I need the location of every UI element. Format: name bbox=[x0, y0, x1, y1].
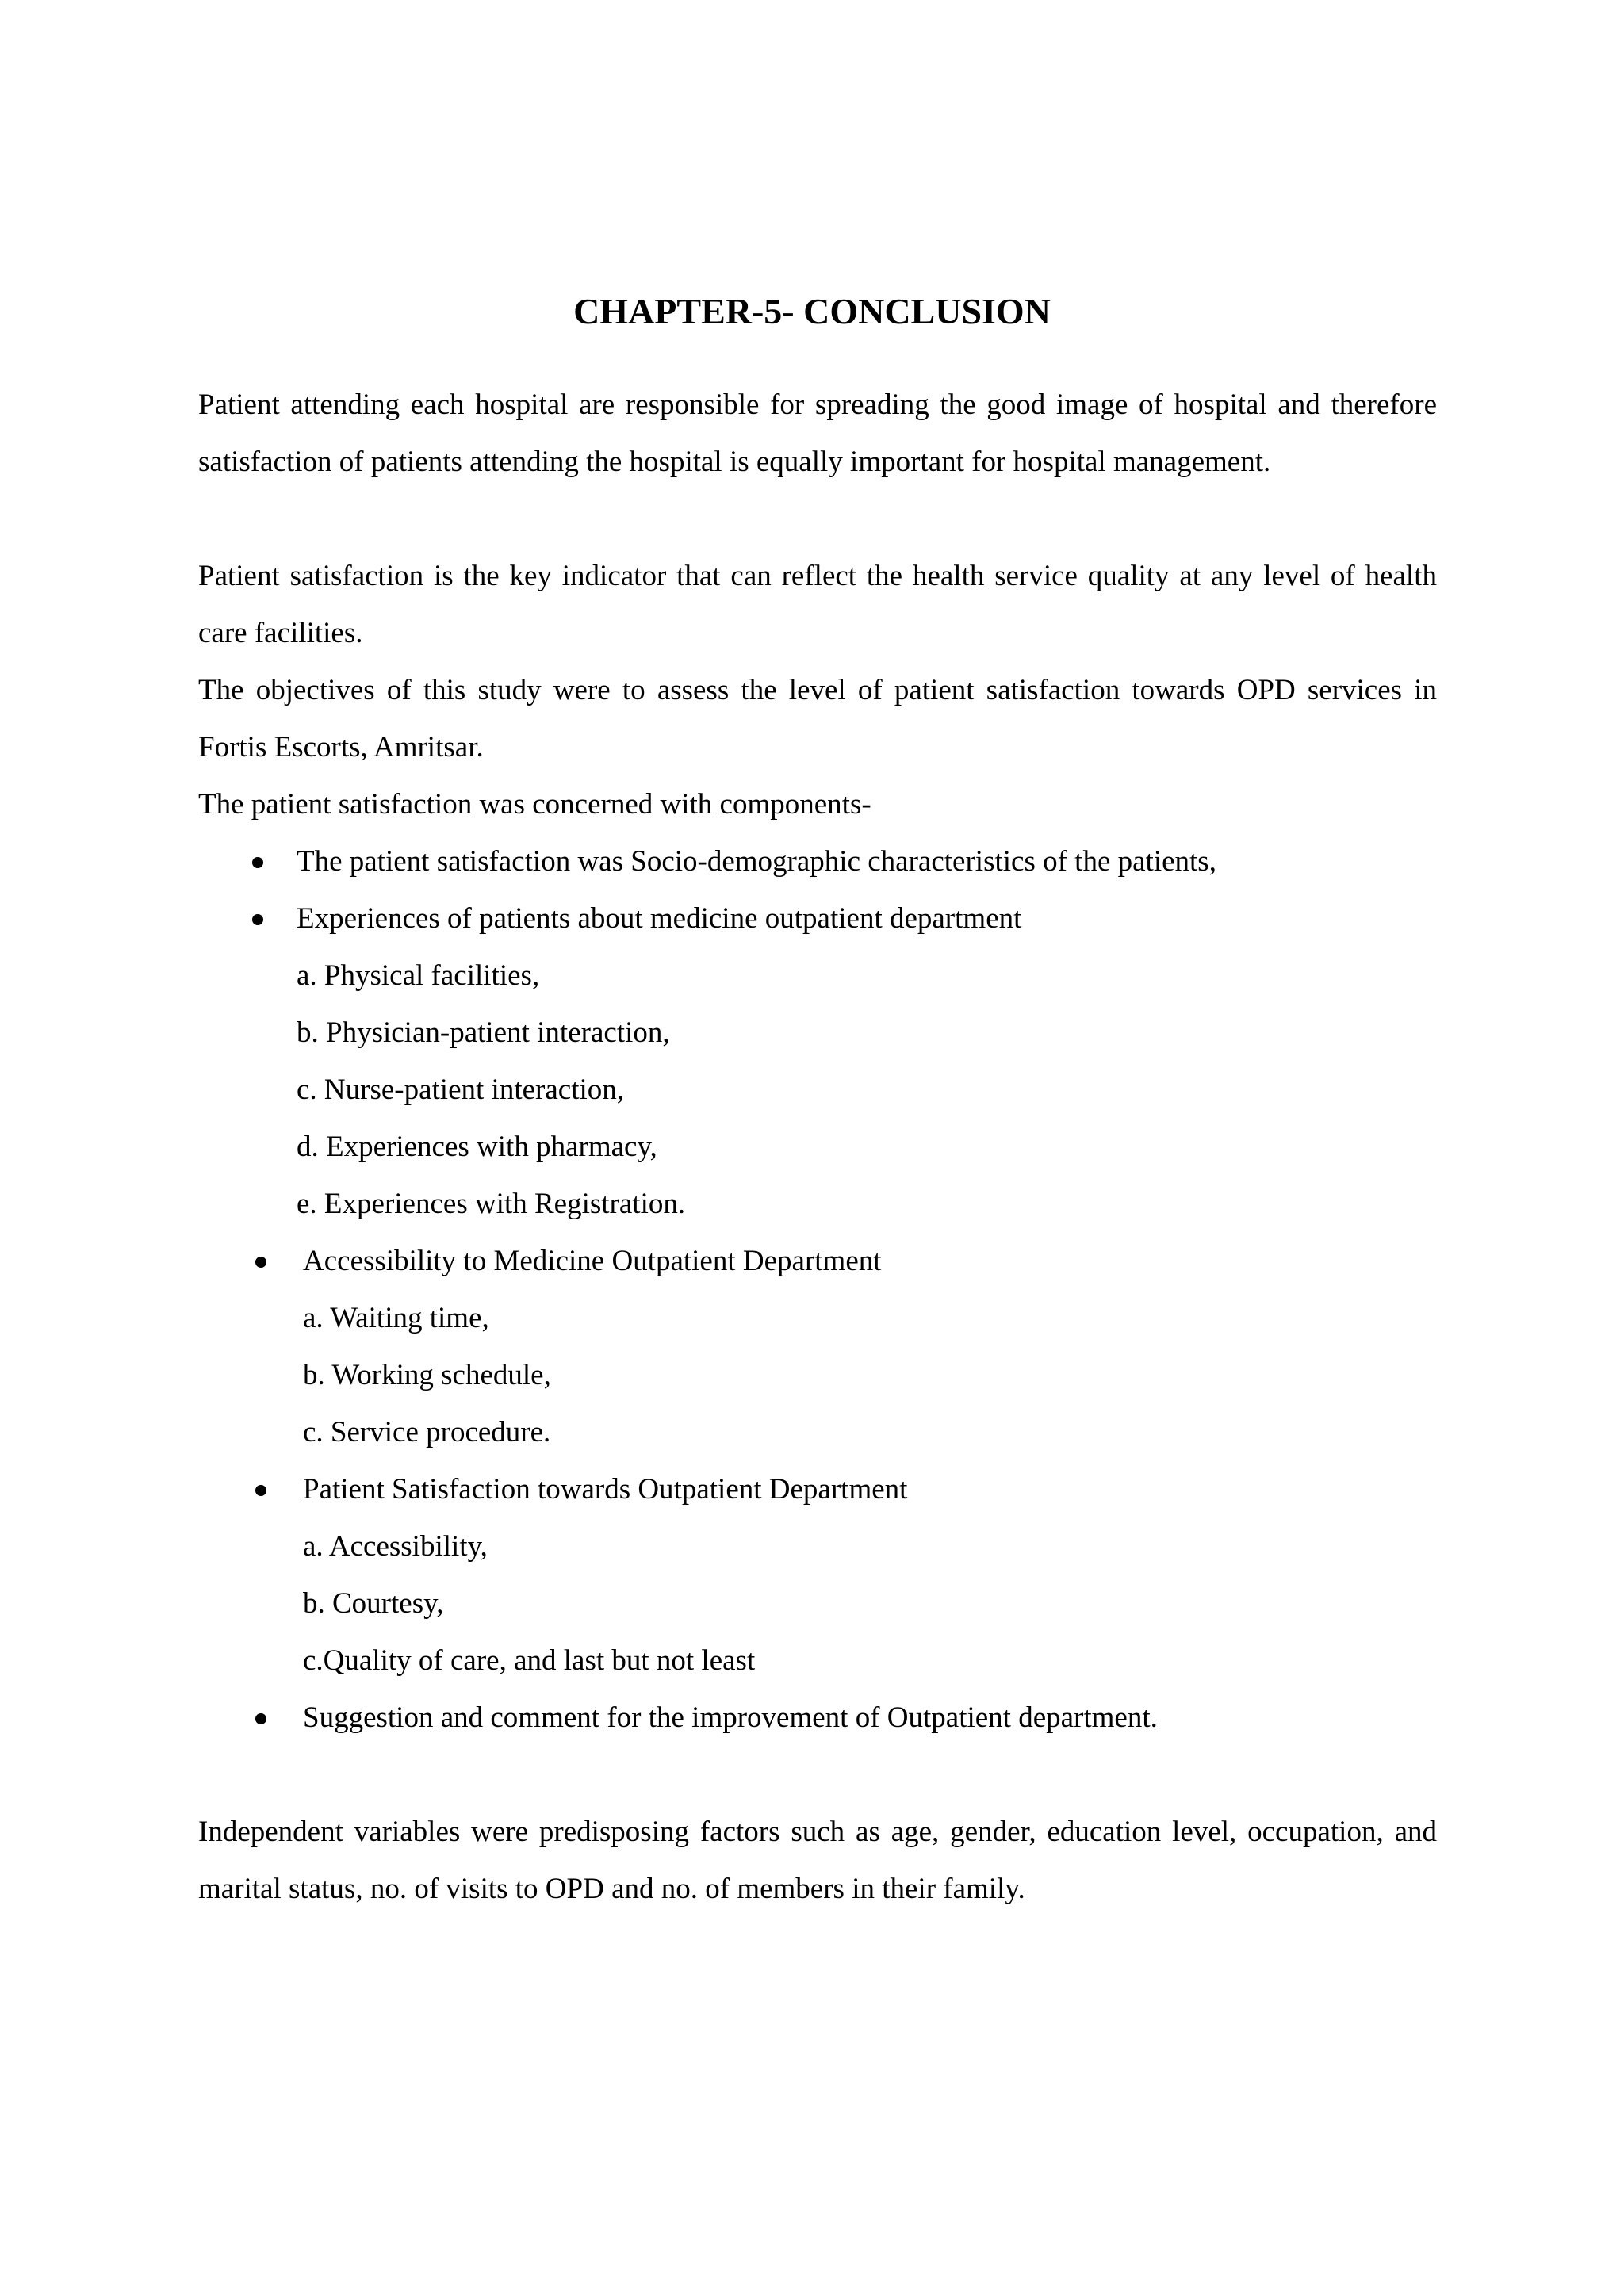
paragraph-independent-variables: Independent variables were predisposing factors such as age, gender, education level, occupation, and marital status, no. of visits to OPD and no. of members in their family. bbox=[198, 1816, 1437, 1905]
sub-item-courtesy: b. Courtesy, bbox=[303, 1587, 444, 1620]
list-item-experiences: Experiences of patients about medicine outpatient department bbox=[297, 902, 1022, 935]
sub-item-working-schedule: b. Working schedule, bbox=[303, 1359, 551, 1391]
bullet-icon bbox=[255, 1485, 266, 1496]
chapter-title: CHAPTER-5- CONCLUSION bbox=[573, 291, 1051, 331]
paragraph-hospital-image: Patient attending each hospital are responsible for spreading the good image of hospital and therefore satisfaction of patients attending the hospital is equally important for hospital management. bbox=[198, 388, 1437, 478]
sub-item-nurse-interaction: c. Nurse-patient interaction, bbox=[297, 1073, 624, 1106]
bullet-icon bbox=[255, 1713, 266, 1724]
list-item-socio-demographic: The patient satisfaction was Socio-demographic characteristics of the patients, bbox=[297, 845, 1216, 878]
paragraph-study-objectives: The objectives of this study were to assess the level of patient satisfaction towards OPD services in Fortis Escorts, Amritsar. bbox=[198, 674, 1437, 763]
sub-item-physical-facilities: a. Physical facilities, bbox=[297, 959, 540, 992]
bullet-icon bbox=[252, 914, 263, 925]
sub-item-physician-interaction: b. Physician-patient interaction, bbox=[297, 1016, 670, 1049]
list-item-suggestions: Suggestion and comment for the improvement of Outpatient department. bbox=[303, 1701, 1158, 1734]
list-item-accessibility: Accessibility to Medicine Outpatient Department bbox=[303, 1245, 882, 1277]
paragraph-satisfaction-indicator: Patient satisfaction is the key indicator that can reflect the health service quality at any level of health care facilities. bbox=[198, 560, 1437, 649]
list-item-patient-satisfaction: Patient Satisfaction towards Outpatient Department bbox=[303, 1473, 908, 1506]
sub-item-pharmacy: d. Experiences with pharmacy, bbox=[297, 1131, 657, 1163]
bullet-icon bbox=[252, 857, 263, 868]
sub-item-waiting-time: a. Waiting time, bbox=[303, 1302, 489, 1334]
sub-item-accessibility: a. Accessibility, bbox=[303, 1530, 488, 1563]
sub-item-quality-of-care: c.Quality of care, and last but not least bbox=[303, 1644, 756, 1677]
sub-item-registration: e. Experiences with Registration. bbox=[297, 1188, 686, 1220]
sub-item-service-procedure: c. Service procedure. bbox=[303, 1416, 551, 1448]
paragraph-components-intro: The patient satisfaction was concerned with components- bbox=[198, 788, 871, 821]
bullet-icon bbox=[255, 1257, 266, 1268]
